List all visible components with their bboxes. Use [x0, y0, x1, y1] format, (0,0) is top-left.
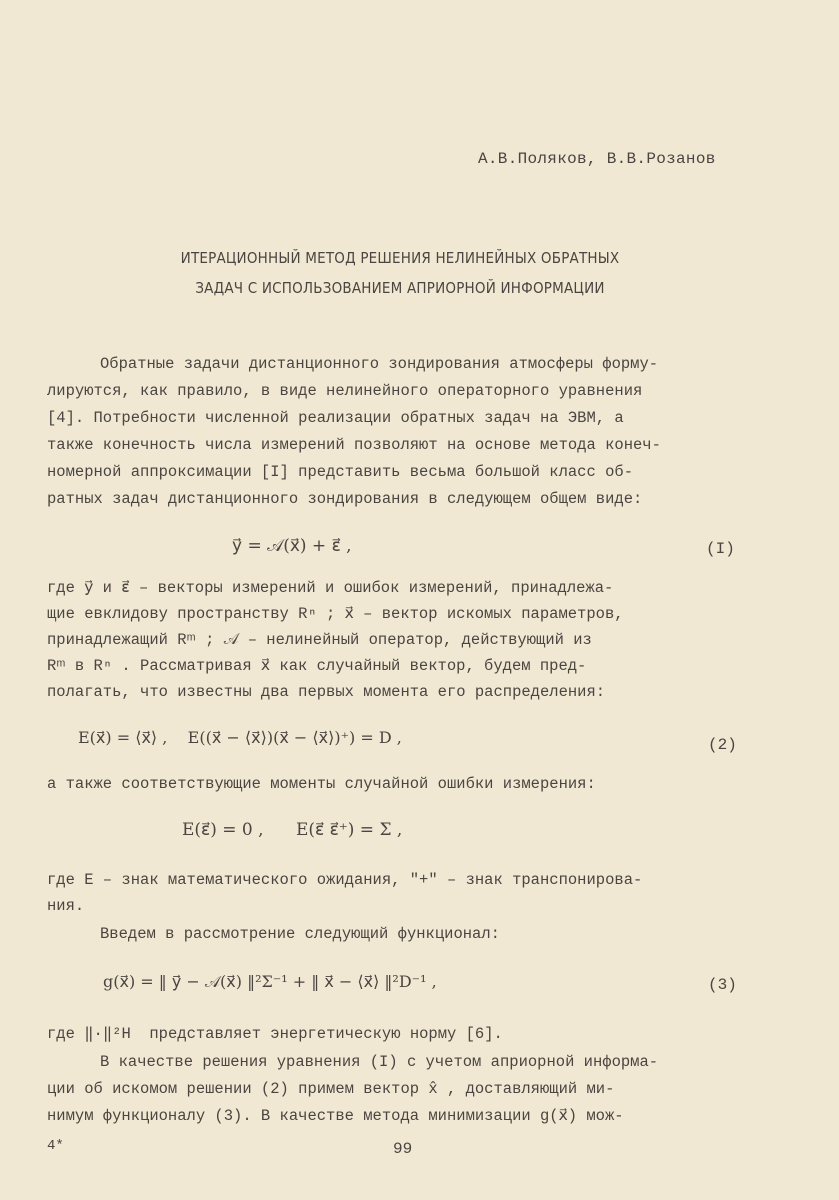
- text-line: лируются, как правило, в виде нелинейного операторного уравнения: [47, 382, 643, 400]
- text-line: [4]. Потребности численной реализации обратных задач на ЭВМ, а: [47, 409, 624, 427]
- equation-1: y⃗ = 𝒜(x⃗) + ε⃗ ,: [232, 536, 352, 556]
- equation-3: g(x⃗) = ‖ y⃗ − 𝒜(x⃗) ‖²Σ⁻¹ + ‖ x⃗ − ⟨x⃗⟩ ‖²D⁻¹ ,: [103, 972, 437, 991]
- text-line: ния.: [47, 897, 85, 915]
- page-number: 99: [393, 1140, 413, 1158]
- text-line: В качестве решения уравнения (I) с учетом априорной информа-: [100, 1053, 659, 1071]
- equation-2: E(x⃗) = ⟨x⃗⟩ , E((x⃗ − ⟨x⃗⟩)(x⃗ − ⟨x⃗⟩)⁺) = D ,: [78, 728, 402, 747]
- equation-2-number: (2): [708, 736, 737, 754]
- text-line: ратных задач дистанционного зондирования в следующем общем виде:: [47, 490, 643, 508]
- equation-1-number: (I): [706, 540, 735, 558]
- text-line: где E – знак математического ожидания, "+" – знак транспонирова-: [47, 871, 643, 889]
- text-line: Rᵐ в Rⁿ . Рассматривая x⃗ как случайный вектор, будем пред-: [47, 657, 587, 675]
- text-line: номерной аппроксимации [I] представить весьма большой класс об-: [47, 463, 633, 481]
- authors: А.В.Поляков, В.В.Розанов: [478, 150, 716, 168]
- article-title: [100, 243, 700, 303]
- text-line: ции об искомом решении (2) примем вектор x̂ , доставляющий ми-: [47, 1080, 615, 1098]
- text-line: где ‖·‖²H представляет энергетическую норму [6].: [47, 1025, 503, 1043]
- title-line-1: ИТЕРАЦИОННЫЙ МЕТОД РЕШЕНИЯ НЕЛИНЕЙНЫХ ОБРАТНЫХ: [180, 249, 620, 267]
- equation-3-number: (3): [708, 976, 737, 994]
- signature-mark: 4*: [47, 1138, 64, 1154]
- text-line: полагать, что известны два первых момента его распределения:: [47, 683, 606, 701]
- text-line: принадлежащий Rᵐ ; 𝒜 – нелинейный оператор, действующий из: [47, 631, 592, 649]
- text-line: а также соответствующие моменты случайной ошибки измерения:: [47, 775, 596, 793]
- title-line-2: ЗАДАЧ С ИСПОЛЬЗОВАНИЕМ АПРИОРНОЙ ИНФОРМАЦИИ: [195, 279, 605, 297]
- equation-moments: E(ε⃗) = 0 , E(ε⃗ ε⃗⁺) = Σ ,: [182, 820, 403, 840]
- text-line: щие евклидову пространству Rⁿ ; x⃗ – вектор искомых параметров,: [47, 605, 624, 623]
- text-line: Обратные задачи дистанционного зондирования атмосферы форму-: [100, 355, 659, 373]
- text-line: где y⃗ и ε⃗ – векторы измерений и ошибок измерений, принадлежа-: [47, 579, 614, 597]
- text-line: также конечность числа измерений позволяют на основе метода конеч-: [47, 436, 661, 454]
- text-line: Введем в рассмотрение следующий функционал:: [100, 925, 500, 943]
- text-line: нимум функционалу (3). В качестве метода минимизации g(x⃗) мож-: [47, 1107, 624, 1125]
